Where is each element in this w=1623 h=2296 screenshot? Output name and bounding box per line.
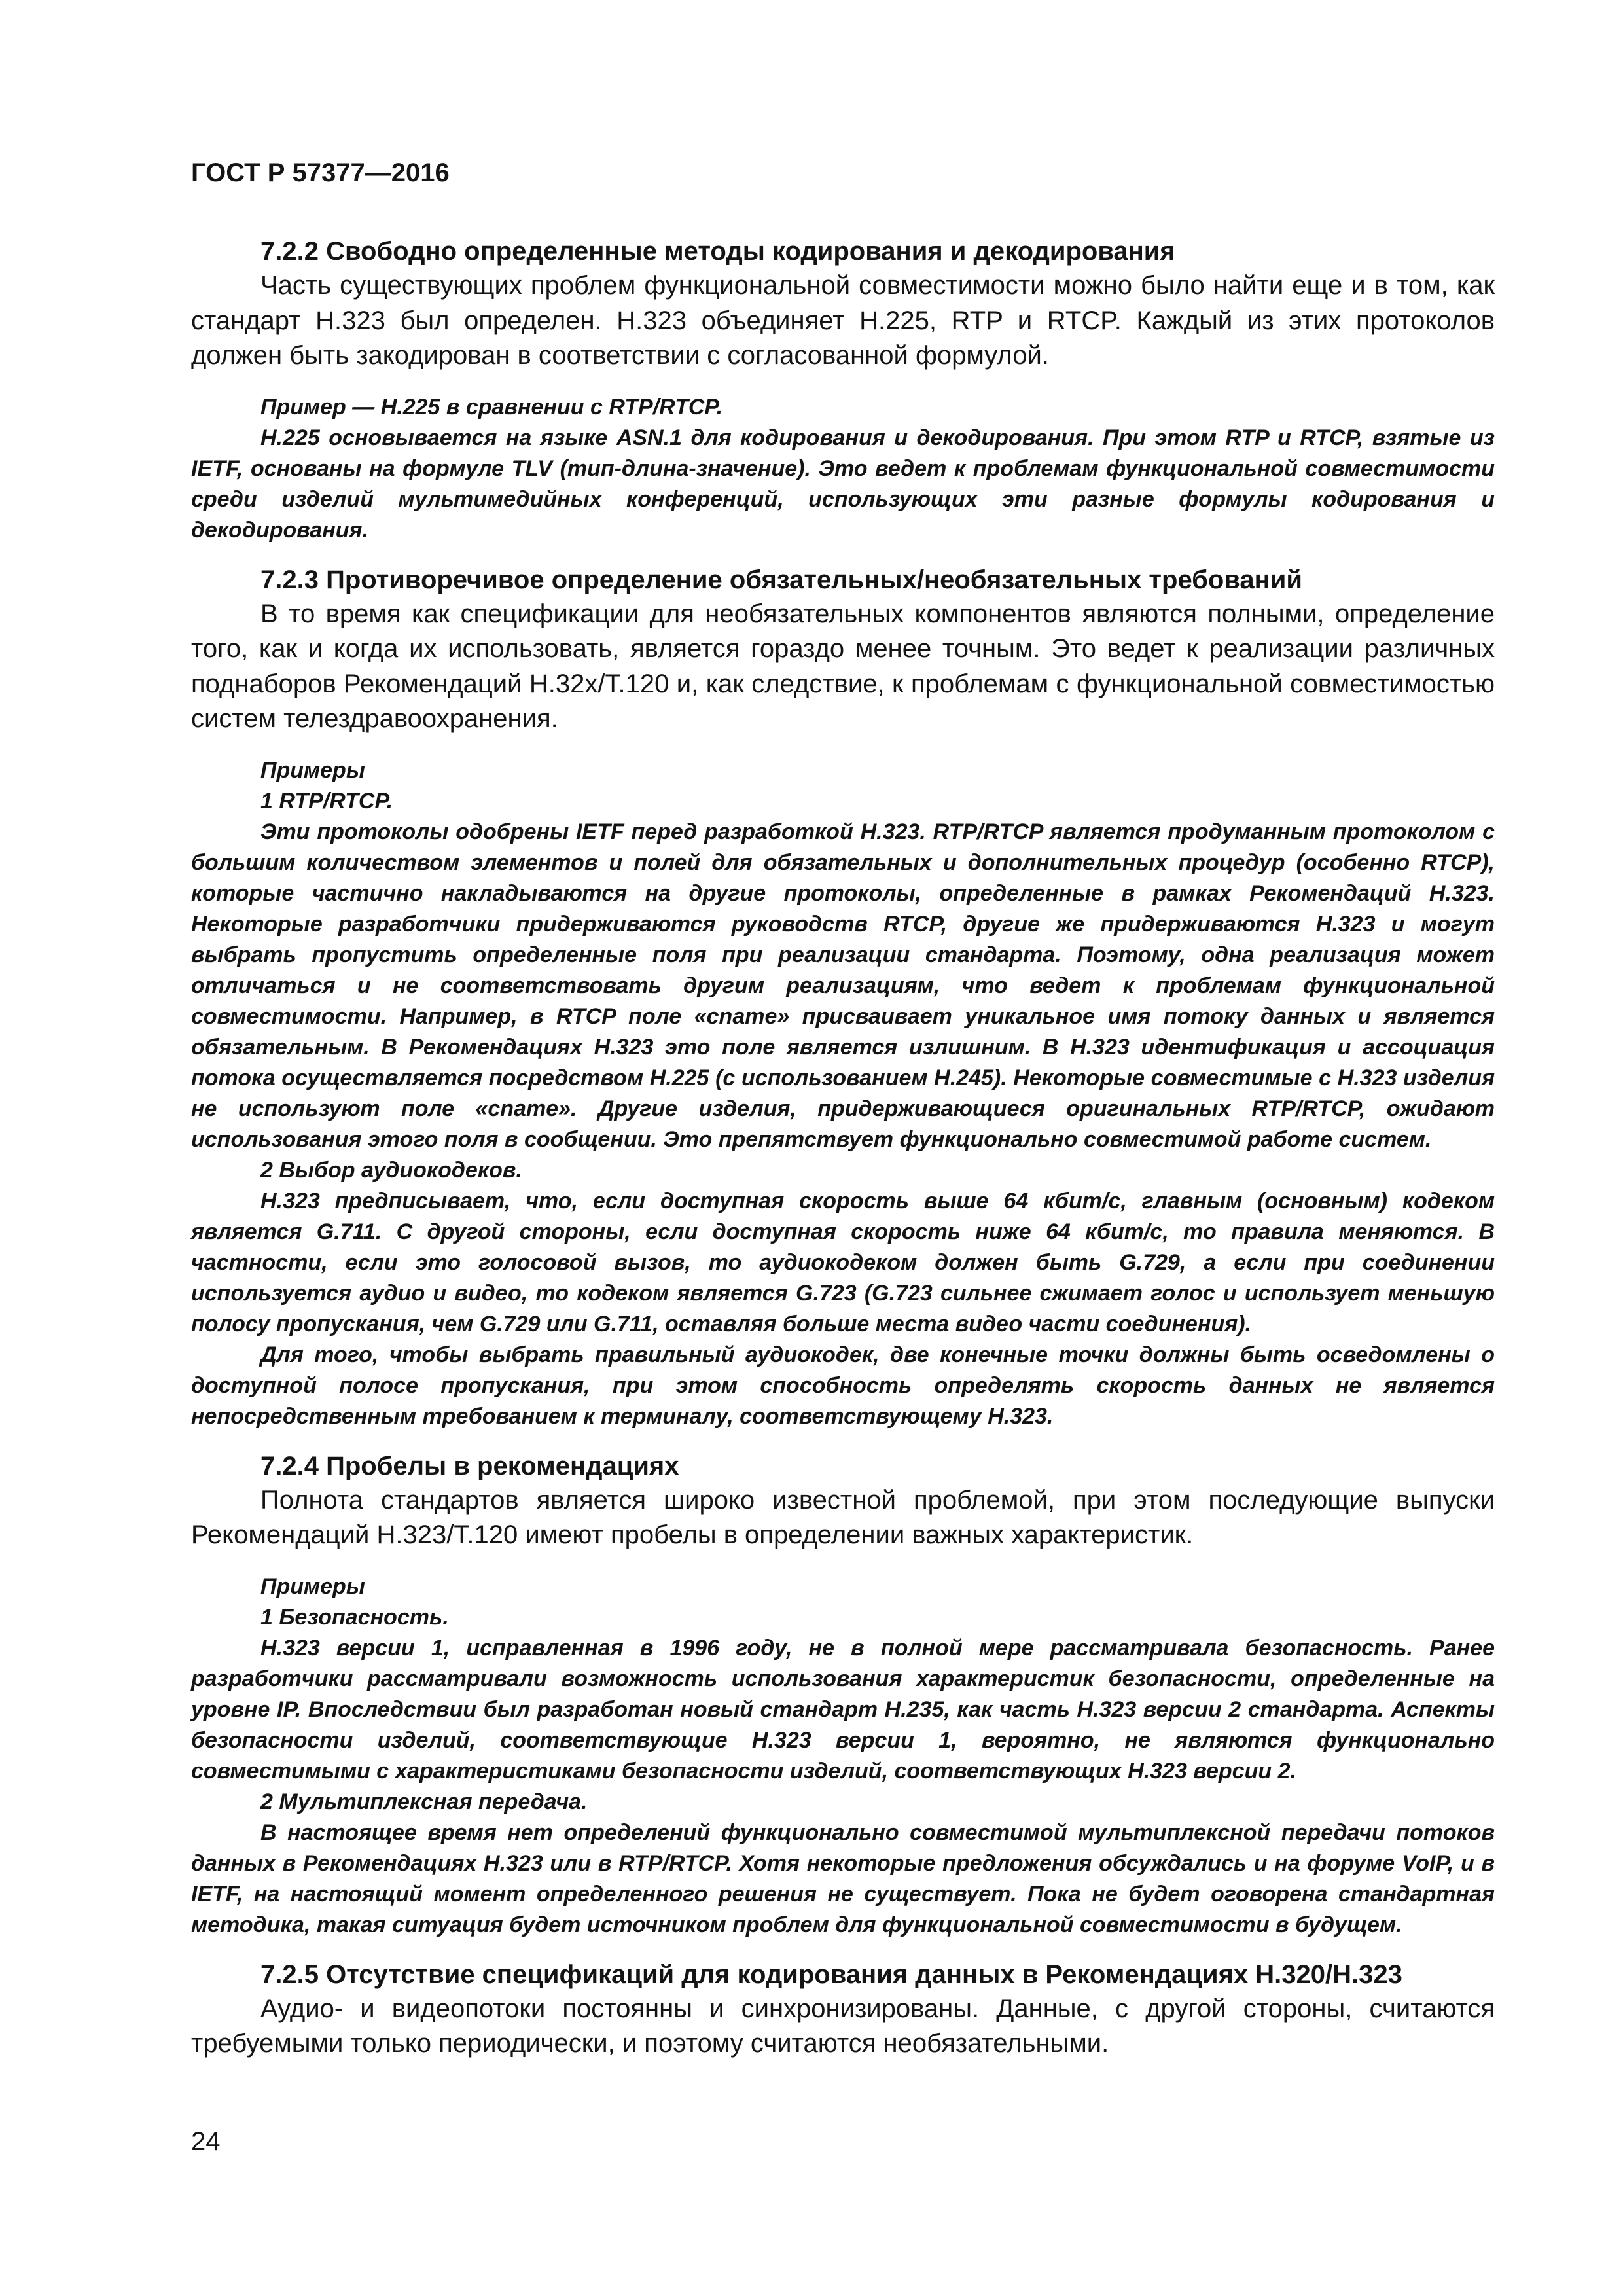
examples-title: Примеры — [260, 1573, 365, 1599]
page-body — [191, 234, 1495, 2062]
example-item-title: 2 Выбор аудиокодеков. — [260, 1157, 522, 1183]
example-title: Пример — H.225 в сравнении с RTP/RTCP. — [260, 394, 723, 420]
section-7-2-3 — [191, 563, 1495, 1432]
example-text: H.225 основывается на языке ASN.1 для кодирования и декодирования. При этом RTP и RTCP, взятые из IETF, основаны на формуле TLV (тип-длина-значение). Это ведет к проблемам функциональной совместимости среди изделий мультимедийных конференций, использующих эти разные формулы кодирования и декодирования. — [191, 425, 1495, 543]
page-number: 24 — [191, 2127, 221, 2156]
body-paragraph: Полнота стандартов является широко известной проблемой, при этом последующие выпуски Рекомендаций H.323/T.120 имеют пробелы в определении важных характеристик. — [191, 1485, 1495, 1549]
section-heading: 7.2.2 Свободно определенные методы кодирования и декодирования — [260, 237, 1175, 266]
section-heading: 7.2.5 Отсутствие спецификаций для кодирования данных в Рекомендациях H.320/H.323 — [260, 1960, 1402, 1989]
example-item-title: 1 RTP/RTCP. — [260, 788, 393, 814]
example-item-text: H.323 версии 1, исправленная в 1996 году, не в полной мере рассматривала безопасность. Ранее разработчики рассматривали возможность использования характеристик безопасности, определенные на уровне IP. Впоследствии был разработан новый стандарт H.235, как часть H.323 версии 2 стандарта. Аспекты безопасности изделий, соответствующие H.323 версии 1, вероятно, не являются функционально совместимыми с характеристиками безопасности изделий, соответствующих H.323 версии 2. — [191, 1635, 1495, 1784]
example-item-text: В настоящее время нет определений функционально совместимой мультиплексной передачи потоков данных в Рекомендациях H.323 или в RTP/RTCP. Хотя некоторые предложения обсуждались и на форуме VoIP, и в IETF, на настоящий момент определенного решения не существует. Пока не будет оговорена стандартная методика, такая ситуация будет источником проблем для функциональной совместимости в будущем. — [191, 1820, 1495, 1937]
body-paragraph: В то время как спецификации для необязательных компонентов являются полными, определение того, как и когда их использовать, является гораздо менее точным. Это ведет к реализации различных поднаборов Рекомендаций H.32x/T.120 и, как следствие, к проблемам с функциональной совместимостью систем телездравоохранения. — [191, 599, 1495, 733]
section-heading: 7.2.3 Противоречивое определение обязательных/необязательных требований — [260, 565, 1302, 594]
section-heading: 7.2.4 Пробелы в рекомендациях — [260, 1451, 679, 1480]
example-item-title: 2 Мультиплексная передача. — [260, 1789, 588, 1814]
example-item-text: Для того, чтобы выбрать правильный аудиокодек, две конечные точки должны быть осведомлены о доступной полосе пропускания, при этом способность определять скорость данных не является непосредственным требованием к терминалу, соответствующему H.323. — [191, 1342, 1495, 1429]
example-item-text: Эти протоколы одобрены IETF перед разработкой H.323. RTP/RTCP является продуманным протоколом с большим количеством элементов и полей для обязательных и дополнительных процедур (особенно RTCP), которые частично накладываются на другие протоколы, определенные в рамках Рекомендаций H.323. Некоторые разработчики придерживаются руководств RTCP, другие же придерживаются H.323 и могут выбрать пропустить определенные поля при реализации стандарта. Поэтому, одна реализация может отличаться и не соответствовать другим реализациям, что ведет к проблемам функциональной совместимости. Например, в RTCP поле «cname» присваивает уникальное имя потоку данных и является обязательным. В Рекомендациях H.323 это поле является излишним. В H.323 идентификация и ассоциация потока осуществляется посредством H.225 (с использованием H.245). Некоторые совместимые с H.323 изделия не используют поле «cname». Другие изделия, придерживающиеся оригинальных RTP/RTCP, ожидают использования этого поля в сообщении. Это препятствует функционально совместимой работе систем. — [191, 819, 1495, 1152]
section-7-2-2 — [191, 234, 1495, 546]
section-7-2-5 — [191, 1958, 1495, 2062]
body-paragraph: Аудио- и видеопотоки постоянны и синхронизированы. Данные, с другой стороны, считаются требуемыми только периодически, и поэтому считаются необязательными. — [191, 1994, 1495, 2058]
body-paragraph: Часть существующих проблем функциональной совместимости можно было найти еще и в том, как стандарт H.323 был определен. H.323 объединяет H.225, RTP и RTCP. Каждый из этих протоколов должен быть закодирован в соответствии с согласованной формулой. — [191, 271, 1495, 370]
example-item-text: H.323 предписывает, что, если доступная скорость выше 64 кбит/с, главным (основным) кодеком является G.711. С другой стороны, если доступная скорость ниже 64 кбит/с, то правила меняются. В частности, если это голосовой вызов, то аудиокодеком должен быть G.729, а если при соединении используется аудио и видео, то кодеком является G.723 (G.723 сильнее сжимает голос и использует меньшую полосу пропускания, чем G.729 или G.711, оставляя больше места видео части соединения). — [191, 1188, 1495, 1336]
section-7-2-4 — [191, 1449, 1495, 1941]
examples-title: Примеры — [260, 757, 365, 783]
document-id-header: ГОСТ Р 57377—2016 — [191, 158, 450, 187]
example-item-title: 1 Безопасность. — [260, 1604, 449, 1630]
